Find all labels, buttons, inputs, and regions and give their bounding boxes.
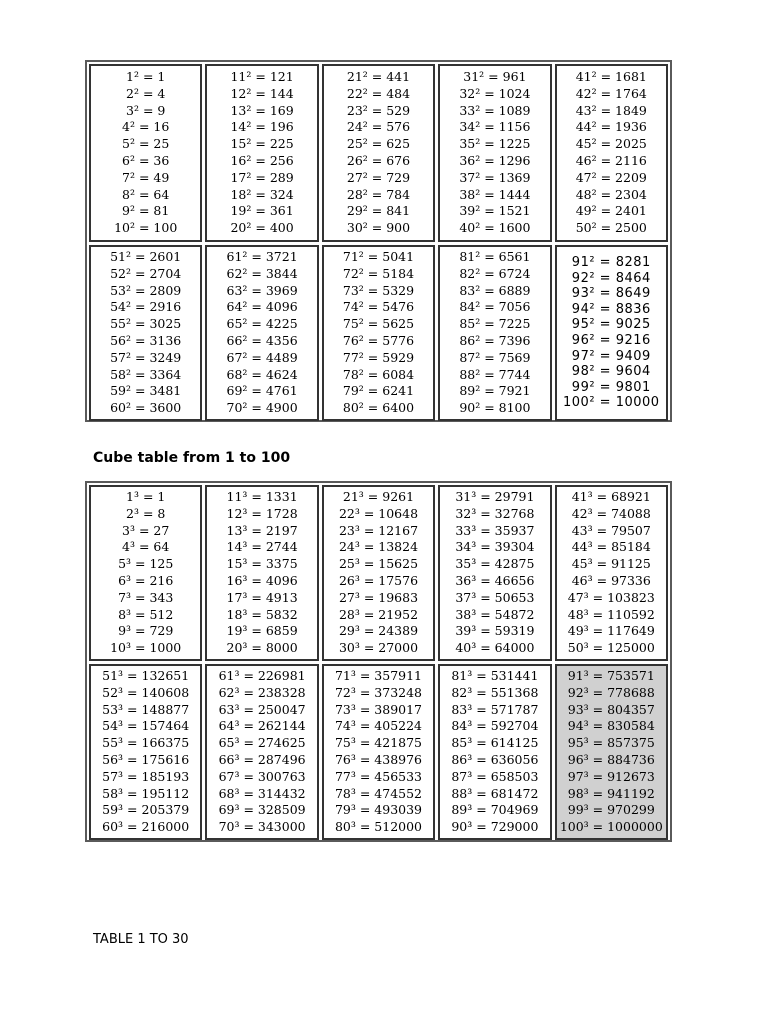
table-cell [205, 245, 318, 421]
table-entry: 9³ = 729 [118, 623, 174, 639]
table-entry: 66³ = 287496 [218, 752, 306, 767]
table-entry: 49² = 2401 [575, 203, 647, 219]
table-entry: 56² = 3136 [110, 333, 182, 348]
table-entry: 86² = 7396 [459, 333, 531, 348]
table-cell [438, 485, 551, 661]
table-entry: 71² = 5041 [342, 249, 415, 265]
table-entry: 30² = 900 [346, 220, 411, 236]
table-entry: 12² = 144 [230, 85, 294, 101]
table-entry: 87² = 7569 [459, 349, 531, 365]
table-cell [322, 664, 435, 840]
table-entry: 16² = 256 [230, 153, 294, 168]
table-entry: 26³ = 17576 [338, 573, 419, 588]
table-entry: 16³ = 4096 [226, 573, 298, 588]
table-cell [555, 664, 668, 840]
table-entry: 77³ = 456533 [334, 768, 423, 784]
table-entry: 49³ = 117649 [567, 623, 655, 639]
table-entry: 66² = 4356 [226, 333, 298, 348]
table-entry: 65² = 4225 [226, 316, 298, 332]
table-entry: 28³ = 21952 [338, 606, 419, 622]
table-entry: 3² = 9 [126, 102, 166, 118]
table-entry: 73² = 5329 [342, 282, 415, 298]
table-entry: 23² = 529 [346, 102, 411, 118]
table-entry: 93² = 8649 [571, 286, 651, 302]
table-entry: 20³ = 8000 [226, 640, 298, 656]
table-entry: 70² = 4900 [226, 400, 298, 416]
table-entry: 98³ = 941192 [567, 785, 655, 801]
table-entry: 34³ = 39304 [455, 539, 535, 555]
table-entry: 58² = 3364 [110, 366, 182, 382]
cube-table-heading: Cube table from 1 to 100 [93, 450, 291, 466]
table-entry: 62³ = 238328 [218, 684, 306, 700]
table-entry: 2³ = 8 [126, 505, 166, 521]
table-entry: 1³ = 1 [126, 489, 166, 505]
table-entry: 40³ = 64000 [455, 640, 535, 656]
table-entry: 57² = 3249 [110, 349, 182, 365]
table-entry: 64² = 4096 [226, 299, 298, 315]
table-entry: 35³ = 42875 [455, 556, 535, 572]
table-entry: 36³ = 46656 [455, 573, 535, 588]
table-entry: 4³ = 64 [122, 539, 170, 555]
table-entry: 45³ = 91125 [571, 556, 651, 572]
table-entry: 71³ = 357911 [334, 668, 423, 684]
table-entry: 83³ = 571787 [451, 701, 539, 717]
table-entry: 48³ = 110592 [567, 606, 655, 622]
table-entry: 22² = 484 [346, 85, 411, 101]
table-entry: 60³ = 216000 [102, 819, 190, 835]
table-cell [89, 64, 202, 242]
table-entry: 2² = 4 [126, 85, 166, 101]
table-entry: 38³ = 54872 [455, 606, 535, 622]
table-entry: 85² = 7225 [459, 316, 531, 332]
table-entry: 61³ = 226981 [218, 668, 306, 684]
table-entry: 99³ = 970299 [567, 802, 655, 818]
table-entry: 20² = 400 [230, 220, 294, 236]
table-cell [89, 245, 202, 421]
table-entry: 72² = 5184 [342, 265, 415, 281]
table-entry: 13² = 169 [230, 102, 294, 118]
table-entry: 82² = 6724 [459, 265, 531, 281]
table-entry: 92² = 8464 [571, 270, 651, 286]
table-entry: 25² = 625 [346, 136, 411, 152]
table-cell [322, 64, 435, 242]
table-entry: 43³ = 79507 [571, 522, 651, 538]
table-entry: 100³ = 1000000 [559, 819, 663, 835]
table-entry: 43² = 1849 [575, 102, 647, 118]
table-entry: 75² = 5625 [342, 316, 415, 332]
table-entry: 34² = 1156 [459, 119, 531, 135]
table-entry: 29³ = 24389 [338, 623, 419, 639]
table-entry: 84³ = 592704 [451, 718, 539, 734]
table-entry: 91² = 8281 [571, 255, 651, 271]
table-entry: 83² = 6889 [459, 282, 531, 298]
table-entry: 78² = 6084 [342, 366, 415, 382]
table-entry: 11² = 121 [230, 69, 294, 85]
table-entry: 81³ = 531441 [451, 668, 539, 684]
table-entry: 63² = 3969 [226, 282, 298, 298]
table-entry: 18³ = 5832 [226, 606, 298, 622]
table-entry: 67³ = 300763 [218, 768, 306, 784]
table-cell [438, 64, 551, 242]
table-entry: 27² = 729 [346, 169, 411, 185]
table-entry: 95² = 9025 [571, 317, 651, 333]
table-entry: 90³ = 729000 [451, 819, 539, 835]
table-entry: 55³ = 166375 [102, 735, 190, 751]
table-entry: 47² = 2209 [575, 169, 647, 185]
table-entry: 90² = 8100 [459, 400, 531, 416]
table-entry: 36² = 1296 [459, 153, 531, 168]
table-entry: 51² = 2601 [110, 249, 182, 265]
table-cell [205, 485, 318, 661]
table-entry: 59² = 3481 [110, 383, 182, 399]
table-entry: 63³ = 250047 [218, 701, 306, 717]
table-entry: 86³ = 636056 [451, 752, 539, 767]
table-entry: 7³ = 343 [118, 589, 174, 605]
table-entry: 18² = 324 [230, 186, 294, 202]
table-entry: 97² = 9409 [571, 348, 651, 364]
table-entry: 39³ = 59319 [455, 623, 535, 639]
table-entry: 37³ = 50653 [455, 589, 535, 605]
table-entry: 80³ = 512000 [334, 819, 423, 835]
table-entry: 28² = 784 [346, 186, 411, 202]
table-entry: 96² = 9216 [571, 333, 651, 348]
table-entry: 22³ = 10648 [338, 505, 419, 521]
table-entry: 57³ = 185193 [102, 768, 190, 784]
table-entry: 77² = 5929 [342, 349, 415, 365]
table-entry: 89³ = 704969 [451, 802, 539, 818]
table-entry: 4² = 16 [122, 119, 170, 135]
table-entry: 46³ = 97336 [571, 573, 651, 588]
table-cell [89, 485, 202, 661]
table-entry: 93³ = 804357 [567, 701, 655, 717]
table-entry: 7² = 49 [122, 169, 170, 185]
table-entry: 62² = 3844 [226, 265, 298, 281]
table-entry: 100² = 10000 [563, 395, 660, 411]
table-entry: 74³ = 405224 [334, 718, 423, 734]
table-cell [555, 64, 668, 242]
table-entry: 54³ = 157464 [102, 718, 190, 734]
table-entry: 51³ = 132651 [102, 668, 190, 684]
table-cell [555, 485, 668, 661]
table-entry: 6³ = 216 [118, 573, 174, 588]
footer-text: TABLE 1 TO 30 [93, 932, 189, 947]
table-entry: 97³ = 912673 [567, 768, 655, 784]
table-entry: 76³ = 438976 [334, 752, 423, 767]
table-entry: 56³ = 175616 [102, 752, 190, 767]
table-entry: 80² = 6400 [342, 400, 415, 416]
table-entry: 55² = 3025 [110, 316, 182, 332]
table-entry: 53² = 2809 [110, 282, 182, 298]
table-entry: 78³ = 474552 [334, 785, 423, 801]
table-entry: 73³ = 389017 [334, 701, 423, 717]
table-entry: 81² = 6561 [459, 249, 531, 265]
table-entry: 5² = 25 [122, 136, 170, 152]
table-entry: 64³ = 262144 [218, 718, 306, 734]
table-entry: 21³ = 9261 [342, 489, 415, 505]
table-entry: 8² = 64 [122, 186, 170, 202]
table-entry: 59³ = 205379 [102, 802, 190, 818]
table-entry: 15² = 225 [230, 136, 294, 152]
table-entry: 11³ = 1331 [226, 489, 298, 505]
table-entry: 74² = 5476 [342, 299, 415, 315]
table-entry: 48² = 2304 [575, 186, 647, 202]
table-entry: 29² = 841 [346, 203, 411, 219]
table-entry: 52² = 2704 [110, 265, 182, 281]
table-entry: 21² = 441 [346, 69, 411, 85]
table-entry: 95³ = 857375 [567, 735, 655, 751]
table-entry: 31³ = 29791 [455, 489, 535, 505]
table-entry: 19³ = 6859 [226, 623, 298, 639]
table-entry: 3³ = 27 [122, 522, 170, 538]
table-entry: 82³ = 551368 [451, 684, 539, 700]
table-entry: 5³ = 125 [118, 556, 174, 572]
table-entry: 45² = 2025 [575, 136, 647, 152]
table-entry: 13³ = 2197 [226, 522, 298, 538]
table-entry: 31² = 961 [463, 69, 527, 85]
table-entry: 23³ = 12167 [338, 522, 419, 538]
table-cell [438, 245, 551, 421]
table-entry: 50³ = 125000 [567, 640, 655, 656]
table-entry: 30³ = 27000 [338, 640, 419, 656]
table-entry: 32³ = 32768 [455, 505, 535, 521]
table-cell [89, 664, 202, 840]
table-cell [322, 485, 435, 661]
table-cell [205, 64, 318, 242]
table-entry: 40² = 1600 [459, 220, 531, 236]
table-cell [555, 245, 668, 421]
table-entry: 96³ = 884736 [567, 752, 655, 767]
cubes-table [85, 481, 672, 842]
table-entry: 10² = 100 [114, 220, 178, 236]
table-entry: 69³ = 328509 [218, 802, 306, 818]
table-entry: 75³ = 421875 [334, 735, 423, 751]
table-entry: 68² = 4624 [226, 366, 298, 382]
table-entry: 33² = 1089 [459, 102, 531, 118]
table-entry: 99² = 9801 [571, 379, 651, 395]
table-entry: 42³ = 74088 [571, 505, 651, 521]
table-entry: 61² = 3721 [226, 249, 298, 265]
table-entry: 46² = 2116 [575, 153, 647, 168]
table-entry: 54² = 2916 [110, 299, 182, 315]
table-entry: 89² = 7921 [459, 383, 531, 399]
table-entry: 69² = 4761 [226, 383, 298, 399]
table-entry: 98² = 9604 [571, 364, 651, 380]
table-entry: 15³ = 3375 [226, 556, 298, 572]
table-entry: 70³ = 343000 [218, 819, 306, 835]
table-entry: 19² = 361 [230, 203, 294, 219]
table-cell [438, 664, 551, 840]
table-entry: 84² = 7056 [459, 299, 531, 315]
table-entry: 85³ = 614125 [451, 735, 539, 751]
table-entry: 17³ = 4913 [226, 589, 298, 605]
squares-table [85, 60, 672, 422]
table-entry: 26² = 676 [346, 153, 411, 168]
table-entry: 94² = 8836 [571, 301, 651, 317]
table-entry: 88³ = 681472 [451, 785, 539, 801]
table-entry: 37² = 1369 [459, 169, 531, 185]
table-entry: 33³ = 35937 [455, 522, 535, 538]
table-entry: 17² = 289 [230, 169, 294, 185]
table-entry: 92³ = 778688 [567, 684, 655, 700]
table-entry: 9² = 81 [122, 203, 170, 219]
table-entry: 67² = 4489 [226, 349, 298, 365]
table-entry: 76² = 5776 [342, 333, 415, 348]
table-entry: 6² = 36 [122, 153, 170, 168]
table-entry: 94³ = 830584 [567, 718, 655, 734]
table-entry: 41² = 1681 [575, 69, 647, 85]
table-entry: 44² = 1936 [575, 119, 647, 135]
table-entry: 8³ = 512 [118, 606, 174, 622]
table-entry: 60² = 3600 [110, 400, 182, 416]
table-entry: 41³ = 68921 [571, 489, 651, 505]
table-entry: 91³ = 753571 [567, 668, 655, 684]
table-entry: 47³ = 103823 [567, 589, 655, 605]
table-entry: 50² = 2500 [575, 220, 647, 236]
table-entry: 39² = 1521 [459, 203, 531, 219]
table-entry: 88² = 7744 [459, 366, 531, 382]
table-cell [322, 245, 435, 421]
table-entry: 38² = 1444 [459, 186, 531, 202]
table-entry: 32² = 1024 [459, 85, 531, 101]
table-entry: 24² = 576 [346, 119, 411, 135]
table-entry: 24³ = 13824 [338, 539, 419, 555]
table-entry: 79³ = 493039 [334, 802, 423, 818]
table-cell [205, 664, 318, 840]
table-entry: 1² = 1 [126, 69, 166, 85]
table-entry: 72³ = 373248 [334, 684, 423, 700]
table-entry: 10³ = 1000 [110, 640, 182, 656]
table-entry: 44³ = 85184 [571, 539, 651, 555]
table-entry: 12³ = 1728 [226, 505, 298, 521]
table-entry: 42² = 1764 [575, 85, 647, 101]
table-entry: 79² = 6241 [342, 383, 415, 399]
table-entry: 65³ = 274625 [218, 735, 306, 751]
table-entry: 14³ = 2744 [226, 539, 298, 555]
table-entry: 35² = 1225 [459, 136, 531, 152]
table-entry: 68³ = 314432 [218, 785, 306, 801]
table-entry: 87³ = 658503 [451, 768, 539, 784]
table-entry: 53³ = 148877 [102, 701, 190, 717]
table-entry: 52³ = 140608 [102, 684, 190, 700]
table-entry: 25³ = 15625 [338, 556, 419, 572]
table-entry: 58³ = 195112 [102, 785, 190, 801]
table-entry: 14² = 196 [230, 119, 294, 135]
table-entry: 27³ = 19683 [338, 589, 419, 605]
